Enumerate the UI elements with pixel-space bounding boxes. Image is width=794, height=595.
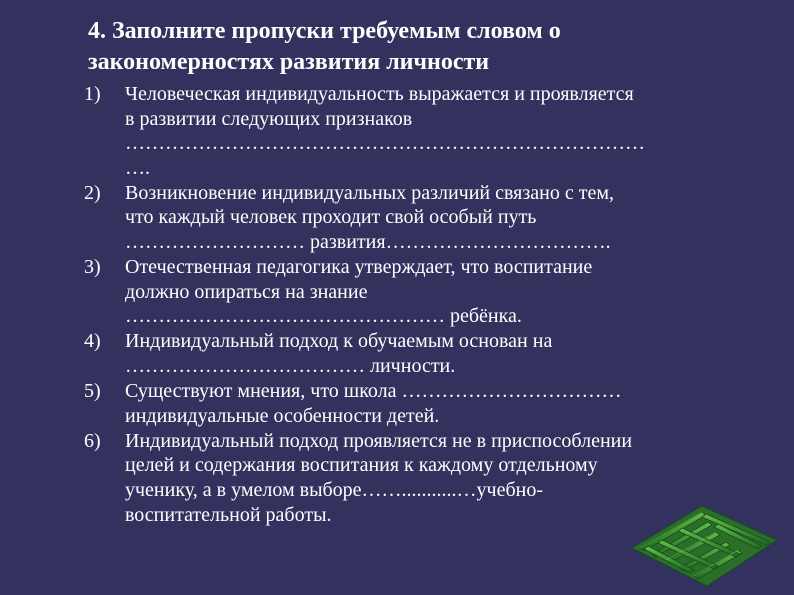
item-line: Отечественная педагогика утверждает, что воспитание	[125, 256, 593, 279]
task-list	[84, 82, 764, 528]
title-line-2: закономерностях развития личности	[88, 49, 490, 75]
item-line: целей и содержания воспитания к каждому отдельному	[125, 454, 598, 477]
item-line: ………………………………………… ребёнка.	[125, 305, 522, 328]
list-item-2	[84, 181, 764, 255]
item-line: индивидуальные особенности детей.	[125, 404, 440, 427]
item-line: Индивидуальный подход проявляется не в приспособлении	[125, 429, 633, 452]
list-item-1	[84, 82, 764, 180]
item-line: ……………………………………………………………………	[125, 132, 645, 155]
item-number: 6)	[84, 429, 101, 452]
item-number: 3)	[84, 256, 101, 279]
item-line: Существуют мнения, что школа ……………………………	[125, 380, 622, 403]
slide-title	[88, 16, 786, 78]
list-item-4	[84, 329, 764, 378]
item-line: Возникновение индивидуальных различий связано с тем,	[125, 181, 615, 204]
item-line: ученику, а в умелом выборе……...........…учебно-	[125, 479, 544, 501]
title-line-1: 4. Заполните пропуски требуемым словом о	[88, 18, 561, 44]
item-line: Человеческая индивидуальность выражается и проявляется	[125, 83, 634, 105]
item-number: 2)	[84, 181, 101, 204]
item-number: 4)	[84, 330, 101, 353]
item-line: что каждый человек проходит свой особый путь	[125, 206, 537, 229]
list-item-5	[84, 379, 764, 428]
item-line: воспитательной работы.	[125, 503, 332, 526]
item-line: ……………………… развития…………………………….	[125, 231, 611, 254]
list-item-3	[84, 255, 764, 329]
item-line: должно опираться на знание	[125, 280, 368, 303]
item-line: ….	[125, 156, 150, 179]
item-line: Индивидуальный подход к обучаемым основан на	[125, 330, 553, 353]
item-number: 1)	[84, 83, 101, 105]
item-number: 5)	[84, 380, 101, 403]
item-line: ……………………………… личности.	[125, 355, 456, 378]
hedge-maze-image	[622, 488, 782, 588]
item-line: в развитии следующих признаков	[125, 107, 413, 130]
